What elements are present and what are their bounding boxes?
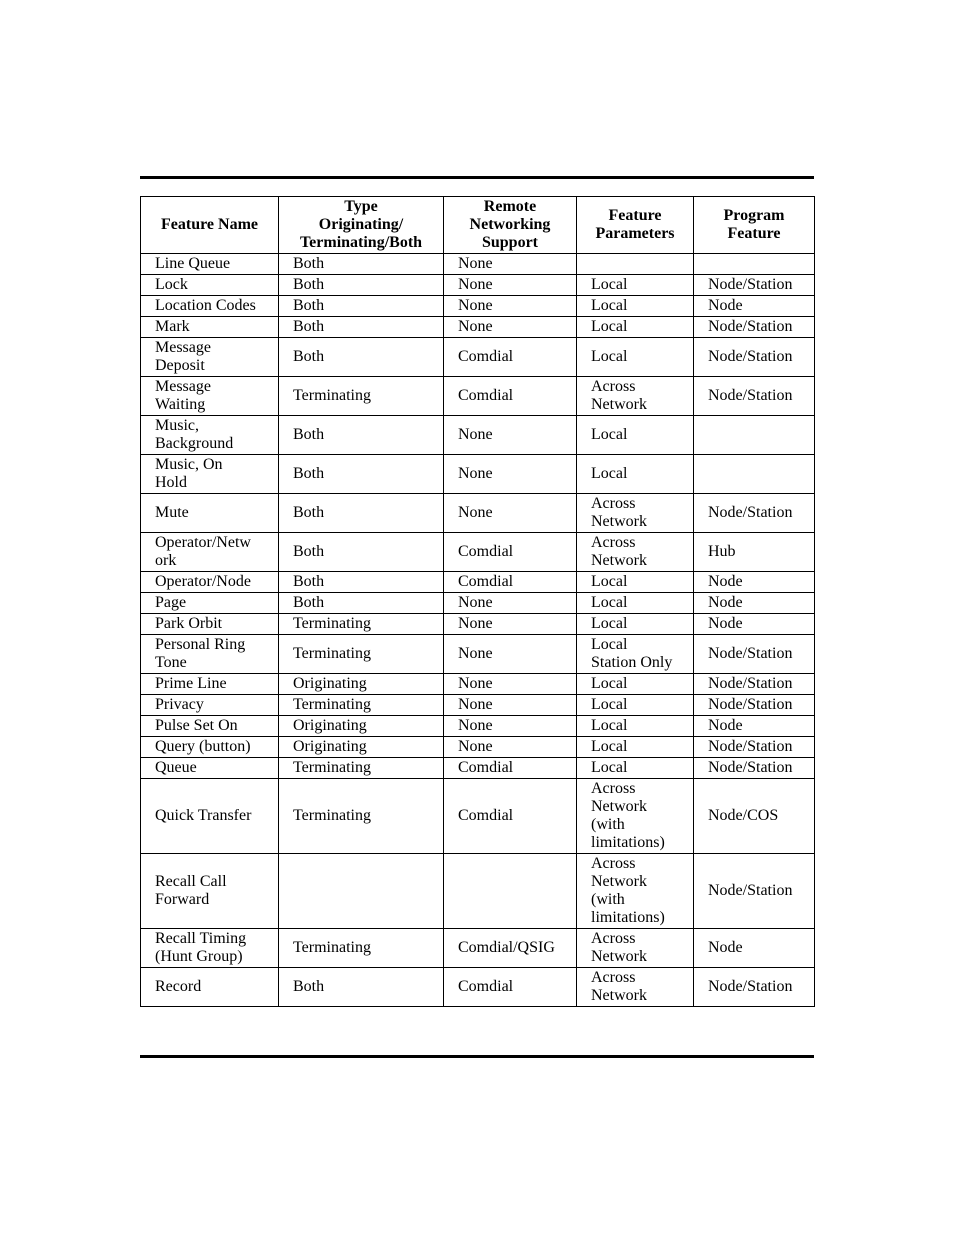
feature-parameters-cell xyxy=(577,494,694,533)
type-cell xyxy=(279,494,444,533)
bottom-rule xyxy=(140,1055,814,1058)
cell-text: Local xyxy=(591,759,628,776)
remote-networking-cell xyxy=(444,614,577,635)
cell-text: Originating xyxy=(293,717,367,734)
cell-text: Hub xyxy=(708,543,736,560)
program-feature-cell xyxy=(694,494,815,533)
cell-text: Local xyxy=(591,318,628,335)
feature-parameters-cell xyxy=(577,614,694,635)
feature-name-cell xyxy=(141,758,279,779)
cell-text: Page xyxy=(155,594,187,611)
cell-text: Both xyxy=(293,543,325,560)
remote-networking-cell xyxy=(444,317,577,338)
feature-name-cell xyxy=(141,614,279,635)
cell-text: Lock xyxy=(155,276,188,293)
type-cell xyxy=(279,593,444,614)
table-body xyxy=(141,254,815,1007)
feature-name-cell xyxy=(141,533,279,572)
cell-text: Local xyxy=(591,465,628,482)
cell-text: Mute xyxy=(155,504,189,521)
header-row xyxy=(141,197,815,254)
cell-text: Local xyxy=(591,696,628,713)
feature-name-cell xyxy=(141,416,279,455)
cell-text: Both xyxy=(293,426,325,443)
feature-name-cell xyxy=(141,854,279,929)
feature-name-cell xyxy=(141,593,279,614)
header-feature-name: Feature Name xyxy=(141,197,279,254)
table-row xyxy=(141,593,815,614)
cell-text: Across Network xyxy=(591,534,647,569)
program-feature-cell xyxy=(694,968,815,1007)
feature-name-cell xyxy=(141,737,279,758)
table-row xyxy=(141,635,815,674)
cell-text: Message Waiting xyxy=(155,378,211,413)
feature-parameters-cell xyxy=(577,968,694,1007)
cell-text: Node/Station xyxy=(708,738,793,755)
cell-text: Comdial/QSIG xyxy=(458,939,555,956)
type-cell xyxy=(279,854,444,929)
cell-text: Both xyxy=(293,276,325,293)
cell-text: None xyxy=(458,645,493,662)
program-feature-cell xyxy=(694,758,815,779)
cell-text: Local xyxy=(591,738,628,755)
cell-text: Music, On Hold xyxy=(155,456,223,491)
cell-text: Node xyxy=(708,615,743,632)
type-cell xyxy=(279,296,444,317)
table-row xyxy=(141,494,815,533)
cell-text: Node xyxy=(708,939,743,956)
feature-parameters-cell xyxy=(577,533,694,572)
program-feature-cell xyxy=(694,572,815,593)
cell-text: Comdial xyxy=(458,978,514,995)
program-feature-cell xyxy=(694,317,815,338)
feature-name-cell xyxy=(141,296,279,317)
remote-networking-cell xyxy=(444,929,577,968)
type-cell xyxy=(279,572,444,593)
feature-parameters-cell xyxy=(577,635,694,674)
type-cell xyxy=(279,716,444,737)
table-row xyxy=(141,254,815,275)
cell-text: Quick Transfer xyxy=(155,807,252,824)
feature-parameters-cell xyxy=(577,296,694,317)
cell-text: Node/Station xyxy=(708,978,793,995)
type-cell xyxy=(279,455,444,494)
cell-text: Node xyxy=(708,717,743,734)
cell-text: Privacy xyxy=(155,696,204,713)
cell-text: Originating xyxy=(293,675,367,692)
program-feature-cell xyxy=(694,275,815,296)
cell-text: Node xyxy=(708,573,743,590)
cell-text: Comdial xyxy=(458,543,514,560)
table-row xyxy=(141,416,815,455)
remote-networking-cell xyxy=(444,854,577,929)
remote-networking-cell xyxy=(444,275,577,296)
cell-text: Node/Station xyxy=(708,318,793,335)
feature-name-cell xyxy=(141,254,279,275)
feature-parameters-cell xyxy=(577,317,694,338)
table-row xyxy=(141,338,815,377)
feature-name-cell xyxy=(141,716,279,737)
feature-name-cell xyxy=(141,572,279,593)
cell-text: Personal Ring Tone xyxy=(155,636,246,671)
remote-networking-cell xyxy=(444,968,577,1007)
table-row xyxy=(141,737,815,758)
cell-text: None xyxy=(458,594,493,611)
feature-parameters-cell xyxy=(577,674,694,695)
feature-name-cell xyxy=(141,695,279,716)
feature-name-cell xyxy=(141,779,279,854)
remote-networking-cell xyxy=(444,533,577,572)
remote-networking-cell xyxy=(444,635,577,674)
cell-text: Node/Station xyxy=(708,348,793,365)
program-feature-cell xyxy=(694,779,815,854)
cell-text: None xyxy=(458,465,493,482)
cell-text: Message Deposit xyxy=(155,339,211,374)
feature-name-cell xyxy=(141,635,279,674)
cell-text: Across Network xyxy=(591,378,647,413)
cell-text: None xyxy=(458,504,493,521)
feature-parameters-cell xyxy=(577,416,694,455)
cell-text: Both xyxy=(293,348,325,365)
cell-text: Across Network (with limitations) xyxy=(591,855,665,926)
table-row xyxy=(141,533,815,572)
remote-networking-cell xyxy=(444,737,577,758)
feature-parameters-cell xyxy=(577,338,694,377)
table-row xyxy=(141,614,815,635)
type-cell xyxy=(279,674,444,695)
cell-text: None xyxy=(458,426,493,443)
header-program-feature: Program Feature xyxy=(694,197,815,254)
remote-networking-cell xyxy=(444,695,577,716)
header-remote-networking: Remote Networking Support xyxy=(444,197,577,254)
cell-text: Comdial xyxy=(458,573,514,590)
cell-text: Local xyxy=(591,348,628,365)
cell-text: Pulse Set On xyxy=(155,717,238,734)
type-cell xyxy=(279,779,444,854)
cell-text: Both xyxy=(293,504,325,521)
cell-text: Local xyxy=(591,615,628,632)
feature-name-cell xyxy=(141,494,279,533)
feature-name-cell xyxy=(141,968,279,1007)
table-row xyxy=(141,779,815,854)
table-row xyxy=(141,674,815,695)
cell-text: Both xyxy=(293,318,325,335)
cell-text: Record xyxy=(155,978,202,995)
type-cell xyxy=(279,377,444,416)
type-cell xyxy=(279,338,444,377)
type-cell xyxy=(279,929,444,968)
feature-parameters-cell xyxy=(577,737,694,758)
program-feature-cell xyxy=(694,254,815,275)
table-row xyxy=(141,572,815,593)
feature-parameters-cell xyxy=(577,572,694,593)
table-row xyxy=(141,929,815,968)
cell-text: Operator/Netw ork xyxy=(155,534,251,569)
feature-name-cell xyxy=(141,317,279,338)
remote-networking-cell xyxy=(444,338,577,377)
cell-text: None xyxy=(458,738,493,755)
cell-text: Node/Station xyxy=(708,276,793,293)
cell-text: Music, Background xyxy=(155,417,234,452)
cell-text: Node xyxy=(708,297,743,314)
program-feature-cell xyxy=(694,455,815,494)
cell-text: Comdial xyxy=(458,348,514,365)
table-row xyxy=(141,296,815,317)
program-feature-cell xyxy=(694,716,815,737)
feature-parameters-cell xyxy=(577,695,694,716)
header-feature-parameters: Feature Parameters xyxy=(577,197,694,254)
type-cell xyxy=(279,317,444,338)
remote-networking-cell xyxy=(444,377,577,416)
remote-networking-cell xyxy=(444,296,577,317)
program-feature-cell xyxy=(694,377,815,416)
cell-text: Terminating xyxy=(293,645,371,662)
cell-text: Local Station Only xyxy=(591,636,673,671)
cell-text: Both xyxy=(293,978,325,995)
remote-networking-cell xyxy=(444,416,577,455)
cell-text: Operator/Node xyxy=(155,573,251,590)
program-feature-cell xyxy=(694,737,815,758)
cell-text: Recall Timing (Hunt Group) xyxy=(155,930,247,965)
cell-text: Location Codes xyxy=(155,297,256,314)
feature-parameters-cell xyxy=(577,758,694,779)
program-feature-cell xyxy=(694,416,815,455)
cell-text: Comdial xyxy=(458,387,514,404)
feature-name-cell xyxy=(141,674,279,695)
program-feature-cell xyxy=(694,695,815,716)
table-row xyxy=(141,758,815,779)
type-cell xyxy=(279,968,444,1007)
type-cell xyxy=(279,416,444,455)
feature-parameters-cell xyxy=(577,455,694,494)
table-row xyxy=(141,854,815,929)
cell-text: Terminating xyxy=(293,696,371,713)
cell-text: Local xyxy=(591,717,628,734)
feature-name-cell xyxy=(141,455,279,494)
cell-text: Local xyxy=(591,426,628,443)
feature-parameters-cell xyxy=(577,593,694,614)
program-feature-cell xyxy=(694,929,815,968)
table-row xyxy=(141,968,815,1007)
cell-text: Both xyxy=(293,594,325,611)
cell-text: None xyxy=(458,276,493,293)
type-cell xyxy=(279,695,444,716)
type-cell xyxy=(279,737,444,758)
cell-text: Comdial xyxy=(458,807,514,824)
cell-text: Terminating xyxy=(293,807,371,824)
remote-networking-cell xyxy=(444,674,577,695)
cell-text: Local xyxy=(591,594,628,611)
type-cell xyxy=(279,533,444,572)
top-rule xyxy=(140,176,814,179)
program-feature-cell xyxy=(694,614,815,635)
remote-networking-cell xyxy=(444,779,577,854)
table-row xyxy=(141,377,815,416)
cell-text: None xyxy=(458,696,493,713)
cell-text: Node/COS xyxy=(708,807,779,824)
remote-networking-cell xyxy=(444,716,577,737)
cell-text: Both xyxy=(293,573,325,590)
feature-parameters-cell xyxy=(577,254,694,275)
cell-text: Node/Station xyxy=(708,882,793,899)
cell-text: None xyxy=(458,255,493,272)
cell-text: Terminating xyxy=(293,615,371,632)
cell-text: Originating xyxy=(293,738,367,755)
program-feature-cell xyxy=(694,674,815,695)
feature-parameters-cell xyxy=(577,716,694,737)
program-feature-cell xyxy=(694,854,815,929)
feature-parameters-cell xyxy=(577,377,694,416)
cell-text: Node/Station xyxy=(708,759,793,776)
cell-text: Query (button) xyxy=(155,738,251,755)
type-cell xyxy=(279,254,444,275)
cell-text: Node/Station xyxy=(708,675,793,692)
program-feature-cell xyxy=(694,338,815,377)
feature-name-cell xyxy=(141,338,279,377)
table-row xyxy=(141,317,815,338)
cell-text: Local xyxy=(591,276,628,293)
cell-text: None xyxy=(458,615,493,632)
cell-text: Park Orbit xyxy=(155,615,223,632)
cell-text: Terminating xyxy=(293,387,371,404)
cell-text: Node/Station xyxy=(708,696,793,713)
program-feature-cell xyxy=(694,533,815,572)
feature-parameters-cell xyxy=(577,929,694,968)
program-feature-cell xyxy=(694,635,815,674)
program-feature-cell xyxy=(694,296,815,317)
cell-text: Mark xyxy=(155,318,190,335)
feature-name-cell xyxy=(141,377,279,416)
feature-name-cell xyxy=(141,929,279,968)
cell-text: Across Network xyxy=(591,495,647,530)
cell-text: Across Network xyxy=(591,969,647,1004)
cell-text: None xyxy=(458,297,493,314)
table-row xyxy=(141,455,815,494)
feature-parameters-cell xyxy=(577,779,694,854)
remote-networking-cell xyxy=(444,758,577,779)
feature-table xyxy=(140,196,815,1007)
cell-text: Across Network (with limitations) xyxy=(591,780,665,851)
remote-networking-cell xyxy=(444,254,577,275)
cell-text: Both xyxy=(293,465,325,482)
cell-text: Local xyxy=(591,297,628,314)
cell-text: Node/Station xyxy=(708,387,793,404)
cell-text: Line Queue xyxy=(155,255,231,272)
type-cell xyxy=(279,758,444,779)
remote-networking-cell xyxy=(444,494,577,533)
cell-text: Node xyxy=(708,594,743,611)
type-cell xyxy=(279,635,444,674)
feature-parameters-cell xyxy=(577,275,694,296)
table-row xyxy=(141,695,815,716)
table-row xyxy=(141,275,815,296)
type-cell xyxy=(279,275,444,296)
remote-networking-cell xyxy=(444,572,577,593)
cell-text: Across Network xyxy=(591,930,647,965)
cell-text: Local xyxy=(591,675,628,692)
cell-text: Comdial xyxy=(458,759,514,776)
cell-text: None xyxy=(458,318,493,335)
cell-text: Queue xyxy=(155,759,197,776)
feature-name-cell xyxy=(141,275,279,296)
cell-text: Local xyxy=(591,573,628,590)
feature-parameters-cell xyxy=(577,854,694,929)
cell-text: Terminating xyxy=(293,759,371,776)
cell-text: None xyxy=(458,717,493,734)
cell-text: Both xyxy=(293,297,325,314)
header-type: Type Originating/ Terminating/Both xyxy=(279,197,444,254)
type-cell xyxy=(279,614,444,635)
cell-text: Both xyxy=(293,255,325,272)
cell-text: Recall Call Forward xyxy=(155,873,227,908)
cell-text: Node/Station xyxy=(708,645,793,662)
cell-text: None xyxy=(458,675,493,692)
remote-networking-cell xyxy=(444,455,577,494)
program-feature-cell xyxy=(694,593,815,614)
cell-text: Terminating xyxy=(293,939,371,956)
cell-text: Node/Station xyxy=(708,504,793,521)
table-row xyxy=(141,716,815,737)
remote-networking-cell xyxy=(444,593,577,614)
cell-text: Prime Line xyxy=(155,675,227,692)
